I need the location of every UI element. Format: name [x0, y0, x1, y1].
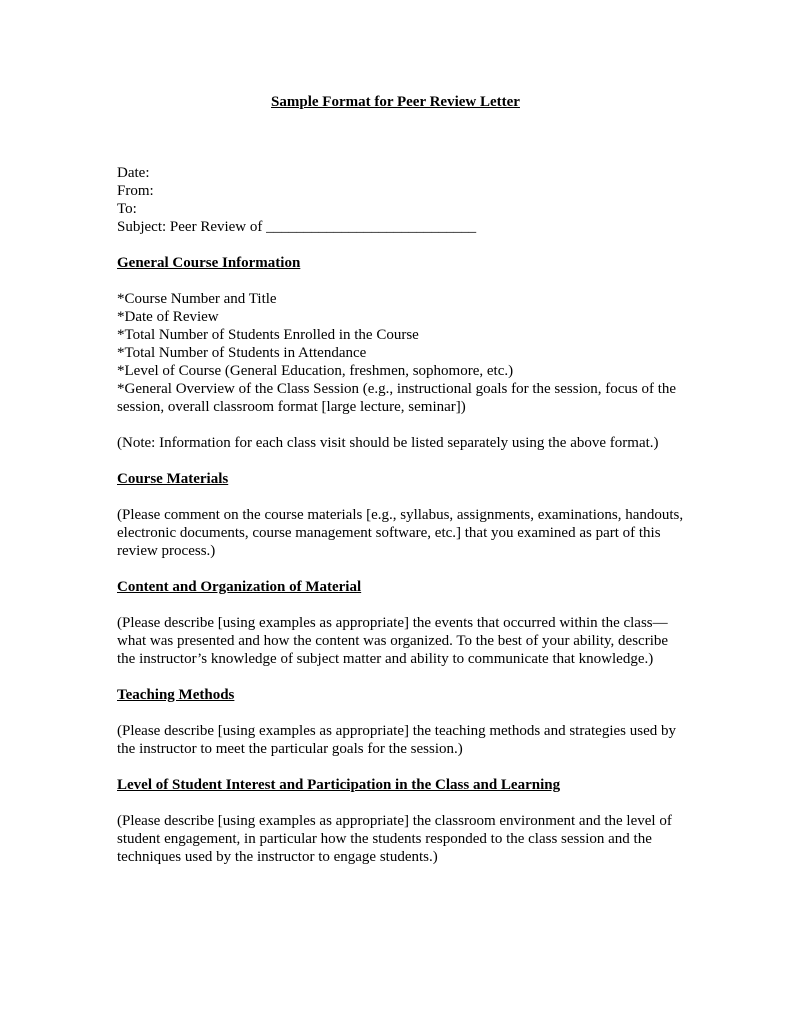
teaching-heading: Teaching Methods: [117, 687, 235, 703]
subject-blank: ____________________________: [266, 219, 477, 235]
general-item: *General Overview of the Class Session (e.g., instructional goals for the session, focus of the session, overall classroom format [large lecture, seminar]): [117, 381, 677, 415]
interest-body: (Please describe [using examples as appropriate] the classroom environment and the level of student engagement, in particular how the students responded to the class session and the techniques used by the instructor to engage students.): [117, 813, 672, 865]
content-org-body: (Please describe [using examples as appropriate] the events that occurred within the class—what was presented and how the content was organized. To the best of your ability, describe the instructor’s knowledge of subject matter and ability to communicate that knowledge.): [117, 615, 669, 667]
general-item: *Level of Course (General Education, freshmen, sophomore, etc.): [117, 363, 514, 379]
content-org-heading: Content and Organization of Material: [117, 579, 362, 595]
materials-body: (Please comment on the course materials [e.g., syllabus, assignments, examinations, handouts, electronic documents, course management software, etc.] that you examined as part of this review process.): [117, 507, 684, 559]
materials-heading: Course Materials: [117, 471, 229, 487]
from-label: From:: [117, 183, 154, 199]
general-heading: General Course Information: [117, 255, 301, 271]
to-label: To:: [117, 201, 137, 217]
page-title: Sample Format for Peer Review Letter: [271, 94, 520, 110]
general-item: *Date of Review: [117, 309, 219, 325]
subject-label: Subject: Peer Review of: [117, 219, 263, 235]
general-note: (Note: Information for each class visit should be listed separately using the above format.): [117, 435, 659, 451]
general-item: *Total Number of Students in Attendance: [117, 345, 367, 361]
teaching-body: (Please describe [using examples as appropriate] the teaching methods and strategies used by the instructor to meet the particular goals for the session.): [117, 723, 676, 757]
subject-line: [117, 218, 687, 236]
letter-body: [117, 164, 687, 866]
date-label: Date:: [117, 165, 150, 181]
interest-heading: Level of Student Interest and Participation in the Class and Learning: [117, 777, 561, 793]
general-item: *Course Number and Title: [117, 291, 277, 307]
general-item: *Total Number of Students Enrolled in the Course: [117, 327, 419, 343]
